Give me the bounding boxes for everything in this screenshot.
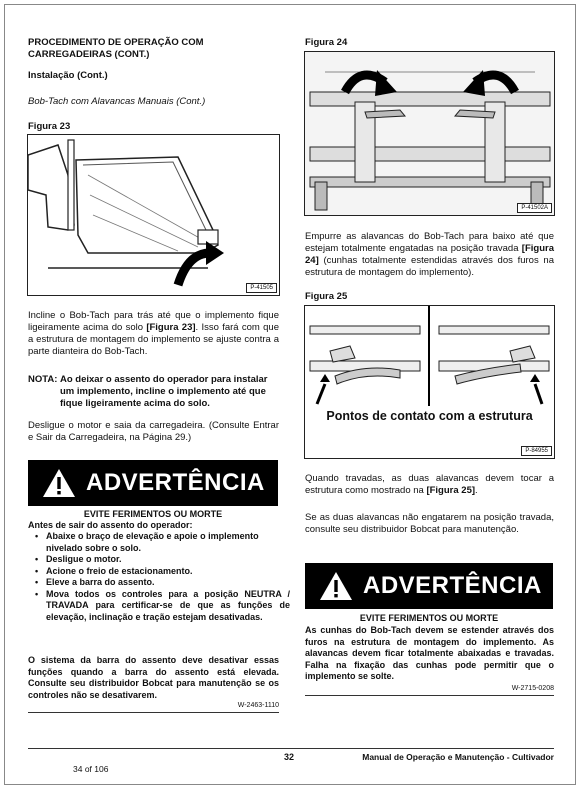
warning-list: [34, 531, 290, 623]
divider: [305, 695, 554, 696]
figure-23-ref: P-41505: [246, 283, 277, 293]
note-text: Ao deixar o assento do operador para instalar um implemento, incline o implemento até que fique ligeiramente acima do solo.: [60, 374, 268, 409]
warning-intro: Antes de sair do assento do operador:: [28, 520, 193, 530]
page-number: 32: [284, 752, 295, 762]
contact-arrow-icon: [317, 374, 330, 404]
figure-25-label: Figura 25: [305, 291, 348, 302]
figure-23-label: Figura 23: [28, 121, 71, 132]
figure-24-label: Figura 24: [305, 37, 348, 48]
warning-banner-left: [28, 460, 278, 506]
text-run: Empurre as alavancas do Bob-Tach para baixo até que estejam totalmente engatadas na posição travada: [305, 231, 554, 254]
figure-24-drawing: [305, 52, 554, 215]
contact-arrow-icon: [530, 374, 542, 404]
text-run: Incline o Bob-Tach para trás até que o implemento fique ligeiramente acima do solo: [28, 310, 279, 333]
right-paragraph-3: Se as duas alavancas não engatarem na posição travada, consulte seu distribuidor Bobcat para manutenção.: [305, 512, 554, 535]
figure-24-ref: P-41502A: [517, 203, 552, 213]
footer-rule: [28, 748, 554, 749]
warning-code-right: W-2715-0208: [511, 685, 554, 692]
subheading-bobtach: Bob-Tach com Alavancas Manuais (Cont.): [28, 96, 206, 107]
figure-25-ref: P-84955: [521, 446, 552, 456]
list-item: • Mova todos os controles para a posição NEUTRA / TRAVADA para certificar-se de que as funções de elevação, inclinação e tração estejam desativadas.: [46, 589, 290, 624]
warning-title-left: EVITE FERIMENTOS OU MORTE: [83, 509, 223, 519]
warning-code-left: W-2463-1110: [237, 702, 279, 709]
figure-ref: [Figura 23]: [146, 322, 196, 333]
list-item: • Desligue o motor.: [46, 554, 290, 566]
warning-triangle-icon: [319, 571, 353, 601]
warning-text-left: O sistema da barra do assento deve desativar essas funções quando a barra do assento está elevada. Consulte seu distribuidor Bobcat para manutenção se os controles não se desativarem.: [28, 655, 279, 700]
manual-title: Manual de Operação e Manutenção - Cultivador: [362, 752, 554, 762]
figure-25: [304, 305, 555, 459]
warning-triangle-icon: [42, 468, 76, 498]
list-item: • Abaixe o braço de elevação e apoie o implemento nivelado sobre o solo.: [46, 531, 290, 554]
warning-title-right: EVITE FERIMENTOS OU MORTE: [359, 613, 499, 623]
figure-ref: [Figura 24]: [305, 243, 554, 266]
figure-23-drawing: [28, 135, 279, 295]
left-paragraph-1: [28, 310, 279, 358]
text-run: (cunhas totalmente estendidas através dos furos na estrutura de montagem do implemento).: [305, 255, 554, 278]
pager: 34 of 106: [73, 764, 109, 774]
warning-text-right: As cunhas do Bob-Tach devem se estender através dos furos na estrutura de montagem do implemento. As alavancas devem ficar totalmente abaixadas e travadas. Falha na fixação das cunhas pode permitir que o implemento se solte.: [305, 625, 554, 681]
text-run: Quando travadas, as duas alavancas devem tocar a estrutura como mostrado na: [305, 473, 554, 496]
list-item: • Eleve a barra do assento.: [46, 577, 290, 589]
figure-ref: [Figura 25]: [426, 485, 476, 496]
warning-word: ADVERTÊNCIA: [363, 572, 542, 599]
left-paragraph-2: Desligue o motor e saia da carregadeira. (Consulte Entrar e Sair da Carregadeira, na Página 29.): [28, 420, 279, 443]
right-paragraph-2: [305, 473, 554, 497]
figure-25-drawing: [305, 306, 554, 458]
divider: [28, 712, 279, 713]
subheading-installation: Instalação (Cont.): [28, 70, 108, 81]
text-run: .: [475, 485, 478, 496]
warning-word: ADVERTÊNCIA: [86, 469, 265, 496]
text-run: . Isso fará com que a estrutura de montagem do implemento se ajuste contra a parte dianteira do Bob-Tach.: [28, 322, 279, 357]
section-heading: PROCEDIMENTO DE OPERAÇÃO COM CARREGADEIRAS (CONT.): [28, 37, 204, 60]
note-label: NOTA:: [28, 374, 58, 385]
figure-23: [27, 134, 280, 296]
figure-24: [304, 51, 555, 216]
list-item: • Acione o freio de estacionamento.: [46, 566, 290, 578]
right-paragraph-1: [305, 231, 554, 279]
figure-25-caption: Pontos de contato com a estrutura: [326, 409, 533, 423]
note-block: [28, 374, 279, 410]
warning-banner-right: [305, 563, 553, 609]
